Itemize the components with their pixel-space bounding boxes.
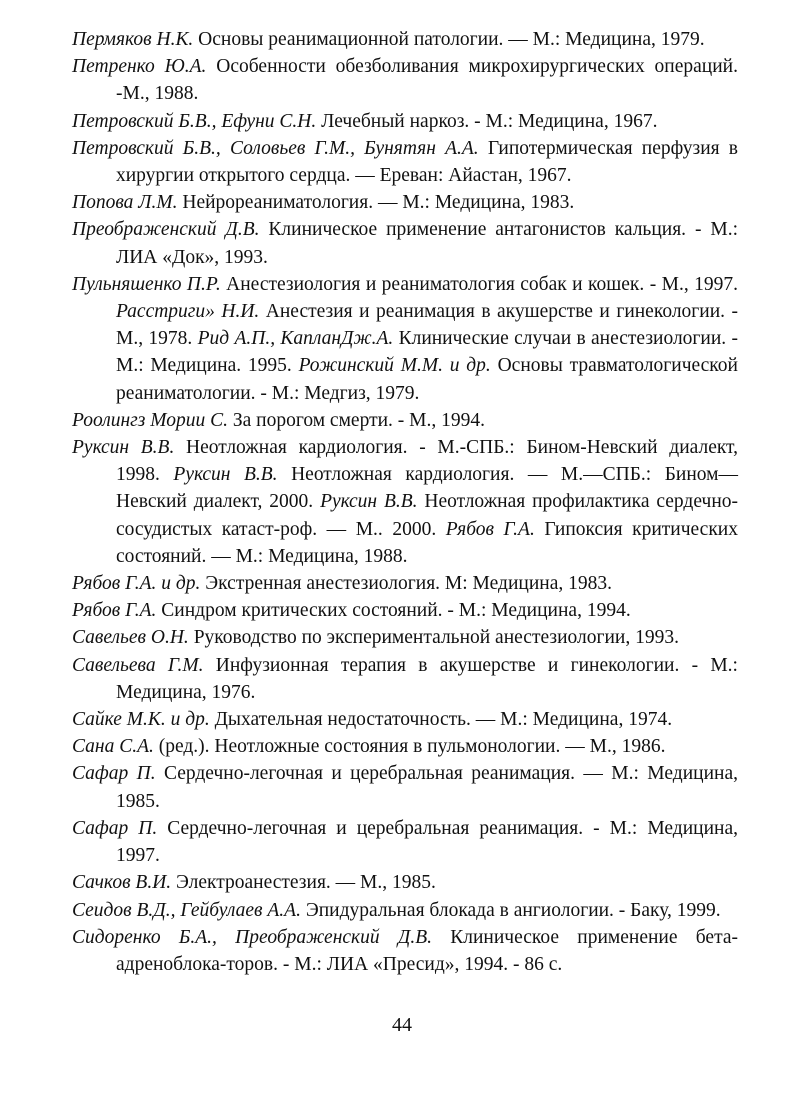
bibliography-list	[72, 26, 738, 978]
entry-text: Электроанестезия. — М., 1985.	[171, 872, 436, 894]
bib-entry	[72, 733, 738, 760]
entry-text: Особенности обезболивания микрохирургических операций. -М., 1988.	[116, 56, 738, 105]
entry-author: Рябов Г.А.	[445, 518, 535, 540]
bib-entry	[72, 624, 738, 651]
entry-author: Сана С.А.	[72, 736, 154, 758]
entry-author: Роолингз Мории С.	[72, 409, 228, 431]
entry-text: Клиническое применение антагонистов кальция. - М.: ЛИА «Док», 1993.	[116, 219, 738, 268]
entry-text: Анестезиология и реаниматология собак и кошек. - М., 1997.	[220, 273, 738, 295]
entry-text: Основы реанимационной патологии. — М.: Медицина, 1979.	[193, 29, 705, 50]
entry-text: Лечебный наркоз. - М.: Медицина, 1967.	[316, 110, 658, 132]
bib-entry	[72, 924, 738, 978]
bib-entry	[72, 108, 738, 135]
entry-text: Гипоксия критических состояний. — М.: Медицина, 1988.	[116, 518, 738, 567]
entry-author: Савельева Г.М.	[72, 654, 204, 676]
entry-author: Сафар П.	[72, 817, 158, 839]
entry-author: Расстриги» Н.И.	[116, 301, 260, 323]
entry-author: Руксин В.В.	[173, 464, 278, 486]
entry-text: Руководство по экспериментальной анестезиологии, 1993.	[188, 627, 679, 649]
entry-author: Рид А.П., КапланДж.А.	[197, 328, 394, 350]
entry-text: Нейрореаниматология. — М.: Медицина, 1983.	[177, 192, 575, 214]
entry-text: Клинические случаи в анестезиологии. - М.: Медицина. 1995.	[116, 328, 738, 377]
entry-author: Преображенский Д.В.	[72, 219, 260, 241]
entry-text: Неотложная профилактика сердечно-сосудистых катаст-роф. — М.. 2000.	[116, 491, 738, 540]
entry-author: Пульняшенко П.Р.	[72, 273, 221, 295]
entry-text: Неотложная кардиология. - М.-СПБ.: Бином-Невский диалект, 1998.	[116, 437, 738, 486]
entry-author: Петренко Ю.А.	[72, 56, 207, 78]
entry-text: Инфузионная терапия в акушерстве и гинекологии. - М.: Медицина, 1976.	[116, 654, 738, 703]
entry-author: Руксин В.В.	[320, 491, 418, 513]
entry-text: Дыхательная недостаточность. — М.: Медицина, 1974.	[209, 709, 673, 731]
bib-entry	[72, 216, 738, 270]
entry-text: Анестезия и реанимация в акушерстве и гинекологии. - М., 1978.	[116, 301, 739, 350]
bib-entry	[72, 26, 738, 53]
entry-author: Рябов Г.А. и др.	[72, 573, 201, 595]
entry-author: Петровский Б.В., Ефуни С.Н.	[72, 110, 317, 132]
entry-author: Руксин В.В.	[72, 437, 175, 459]
bib-entry	[72, 869, 738, 896]
bib-entry	[72, 189, 738, 216]
entry-author: Сафар П.	[72, 763, 156, 785]
entry-text: Эпидуральная блокада в ангиологии. - Баку, 1999.	[300, 899, 721, 921]
entry-text: Основы травматологической реаниматологии. - М.: Медгиз, 1979.	[116, 355, 738, 404]
entry-text: Клиническое применение бета-адреноблока-торов. - М.: ЛИА «Пресид», 1994. - 86 с.	[116, 926, 738, 975]
bib-entry	[72, 271, 738, 407]
bib-entry	[72, 760, 738, 814]
entry-author: Савельев О.Н.	[72, 627, 189, 649]
entry-author: Рябов Г.А.	[72, 600, 157, 622]
entry-text: За порогом смерти. - М., 1994.	[227, 409, 485, 431]
entry-author: Сайке М.К. и др.	[72, 709, 210, 731]
entry-author: Сачков В.И.	[72, 872, 172, 894]
entry-text: Сердечно-легочная и церебральная реанимация. - М.: Медицина, 1997.	[116, 817, 738, 867]
entry-text: Гипотермическая перфузия в хирургии открытого сердца. — Ереван: Айастан, 1967.	[116, 137, 738, 187]
entry-text: Неотложная кардиология. — М.—СПБ.: Бином—Невский диалект, 2000.	[116, 464, 739, 513]
bib-entry	[72, 53, 738, 107]
bib-entry	[72, 407, 738, 434]
bib-entry	[72, 815, 738, 869]
bib-entry	[72, 652, 738, 706]
bib-entry	[72, 434, 738, 570]
entry-text: Экстренная анестезиология. М: Медицина, 1983.	[200, 573, 612, 595]
entry-author: Сеидов В.Д., Гейбулаев А.А.	[72, 899, 301, 921]
page-number: 44	[392, 1014, 412, 1036]
entry-author: Петровский Б.В., Соловьев Г.М., Бунятян А.А.	[72, 137, 479, 159]
bib-entry	[72, 706, 738, 733]
bib-entry	[72, 570, 738, 597]
entry-author: Пермяков Н.К.	[72, 29, 194, 50]
entry-text: Сердечно-легочная и церебральная реанимация. — М.: Медицина, 1985.	[116, 763, 738, 812]
entry-author: Попова Л.М.	[72, 192, 178, 214]
entry-author: Рожинский М.М. и др.	[298, 355, 491, 377]
entry-text: Синдром критических состояний. - М.: Медицина, 1994.	[156, 600, 631, 622]
bib-entry	[72, 135, 738, 189]
bib-entry	[72, 897, 738, 924]
entry-text: (ред.). Неотложные состояния в пульмонологии. — М., 1986.	[153, 736, 666, 758]
entry-author: Сидоренко Б.А., Преображенский Д.В.	[72, 926, 432, 948]
bib-entry	[72, 597, 738, 624]
